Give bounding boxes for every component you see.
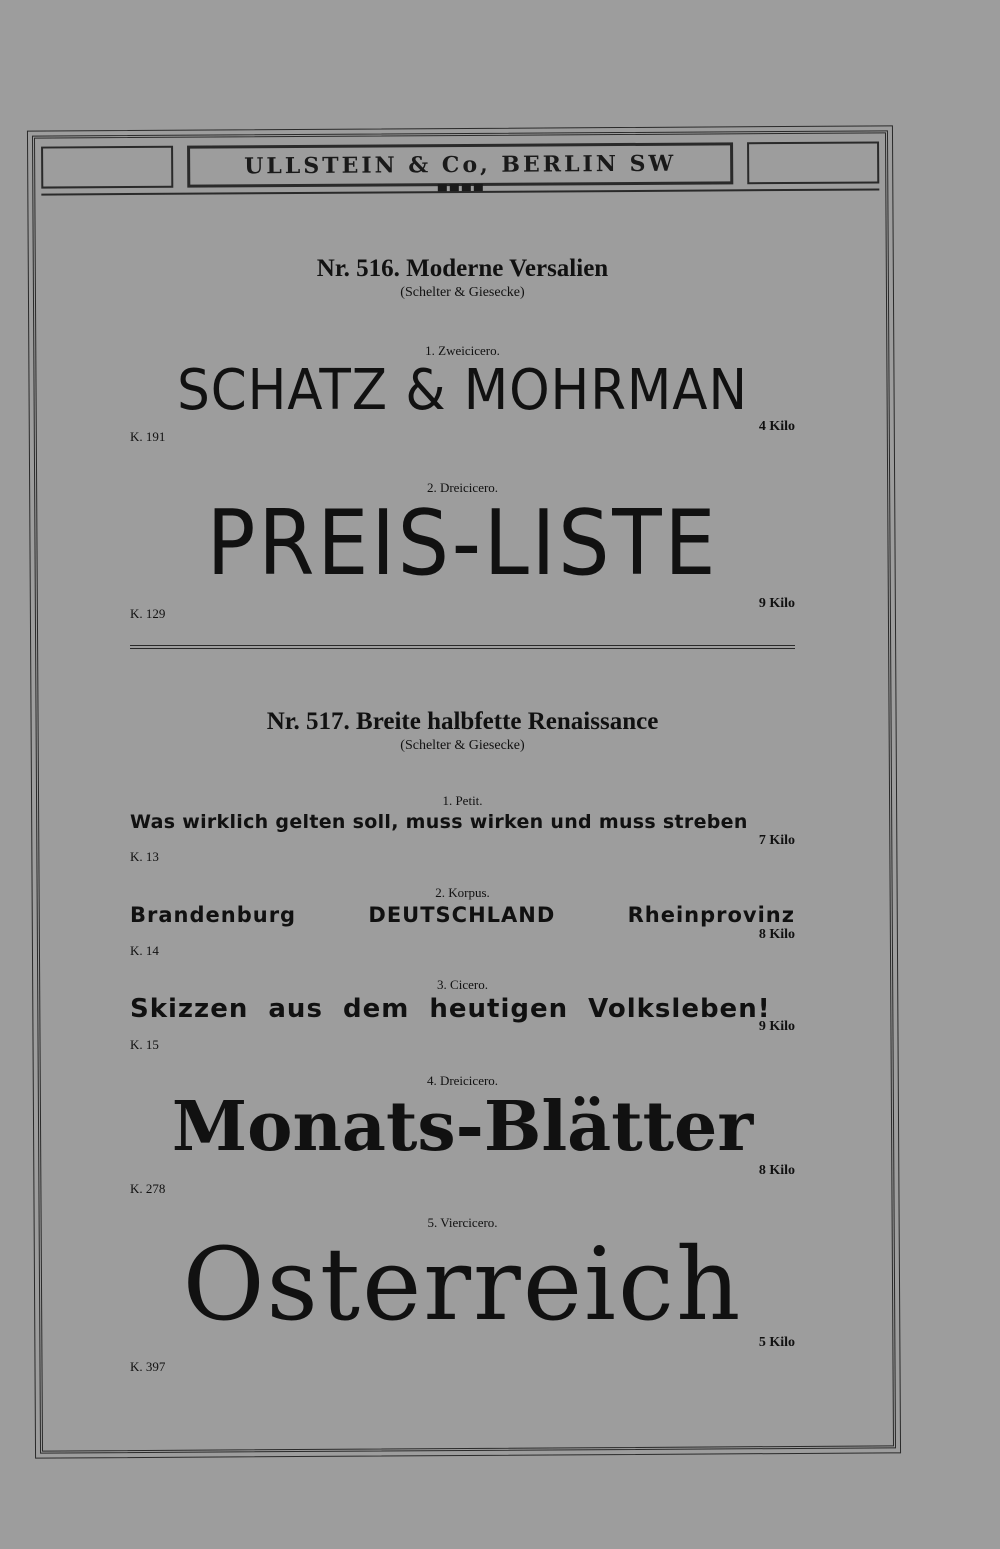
- section-header-517: [130, 708, 795, 754]
- weight: 9 Kilo: [758, 596, 795, 611]
- size-label: 4. Dreicicero.: [426, 1073, 499, 1088]
- specimen-meta: [130, 592, 795, 621]
- size-label: 1. Zweicicero.: [425, 343, 500, 358]
- sample-text: SCHATZ & MOHRMAN: [177, 359, 748, 423]
- sample-text: PREIS-LISTE: [206, 496, 719, 592]
- section-divider: [130, 645, 795, 649]
- weight: 9 Kilo: [758, 1019, 795, 1034]
- k-number: K. 15: [130, 1037, 159, 1052]
- size-label: 5. Viercicero.: [427, 1215, 498, 1230]
- sample-word: Brandenburg: [130, 903, 297, 927]
- size-label: 2. Korpus.: [435, 885, 490, 900]
- weight: 8 Kilo: [758, 1163, 795, 1178]
- k-number: K. 278: [130, 1181, 166, 1196]
- header-box-right: [747, 141, 879, 184]
- specimen-meta: [130, 927, 795, 958]
- header-box-left: [41, 146, 173, 189]
- k-number: K. 129: [130, 606, 166, 621]
- sample-text: Was wirklich gelten soll, muss wirken und muss streben: [130, 811, 748, 833]
- weight: 8 Kilo: [758, 927, 795, 942]
- k-number: K. 191: [130, 429, 166, 444]
- sample-row: [130, 901, 795, 929]
- publisher-name: ULLSTEIN & Co, BERLIN SW: [244, 150, 677, 180]
- sample-text: Monats-Blätter: [171, 1089, 754, 1165]
- header-box-center: [187, 142, 733, 187]
- specimen-preis-liste: [130, 480, 795, 621]
- specimen-meta: [130, 1019, 795, 1052]
- sample-text: Skizzen aus dem heutigen Volksleben!: [130, 994, 771, 1024]
- specimen-petit: [130, 793, 795, 864]
- k-number: K. 14: [130, 943, 159, 958]
- specimen-meta: [130, 1335, 795, 1374]
- section-foundry: (Schelter & Giesecke): [400, 738, 525, 753]
- sample-word: Rheinprovinz: [627, 903, 795, 927]
- specimen-korpus: [130, 885, 795, 958]
- header-band: [41, 141, 879, 188]
- specimen-meta: [130, 833, 795, 864]
- weight: 4 Kilo: [758, 419, 795, 434]
- section-title: Nr. 517. Breite halbfette Renaissance: [266, 708, 659, 735]
- sample-text: Osterreich: [182, 1231, 743, 1339]
- sample-word: DEUTSCHLAND: [368, 903, 556, 927]
- specimen-cicero: [130, 977, 795, 1052]
- size-label: 1. Petit.: [442, 793, 483, 808]
- section-foundry: (Schelter & Giesecke): [400, 285, 525, 300]
- section-header-516: [130, 255, 795, 301]
- specimen-schatz-mohrman: [130, 343, 795, 444]
- section-title: Nr. 516. Moderne Versalien: [316, 255, 609, 282]
- specimen-meta: [130, 419, 795, 444]
- weight: 5 Kilo: [758, 1335, 795, 1350]
- weight: 7 Kilo: [758, 833, 795, 848]
- k-number: K. 397: [130, 1359, 166, 1374]
- specimen-osterreich: [130, 1215, 795, 1374]
- specimen-meta: [130, 1163, 795, 1196]
- k-number: K. 13: [130, 849, 159, 864]
- specimen-monats-blaetter: [130, 1073, 795, 1196]
- size-label: 3. Cicero.: [437, 977, 488, 992]
- size-label: 2. Dreicicero.: [426, 480, 499, 495]
